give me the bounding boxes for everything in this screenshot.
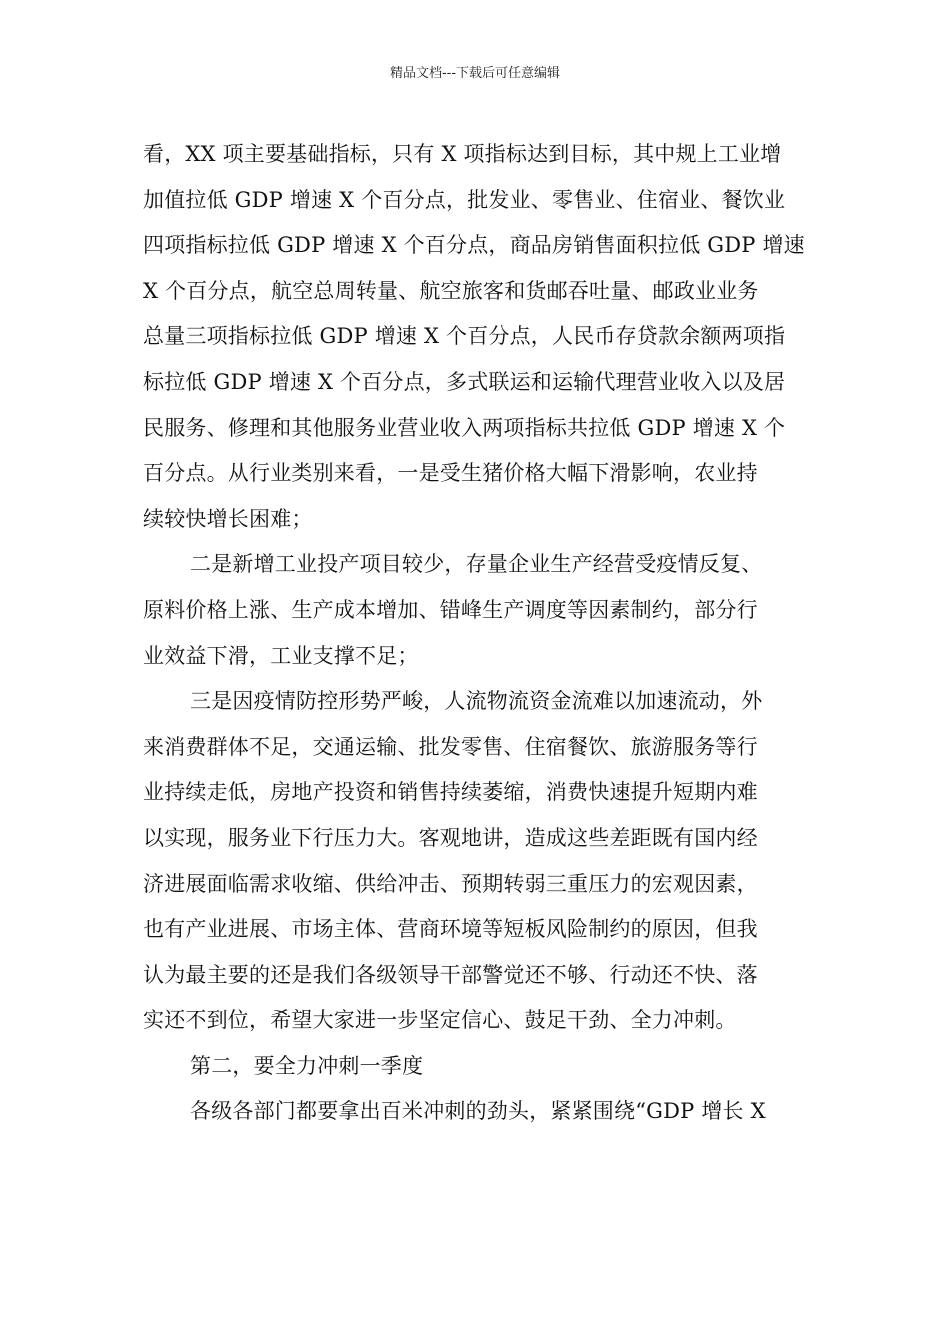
- paragraph-line: 实还不到位，希望大家进一步坚定信心、鼓足干劲、全力冲刺。: [143, 1008, 737, 1033]
- paragraph-line: 原料价格上涨、生产成本增加、错峰生产调度等因素制约，部分行: [143, 597, 758, 622]
- document-body: [143, 132, 813, 1135]
- paragraph-line: 二是新增工业投产项目较少，存量企业生产经营受疫情反复、: [190, 552, 763, 577]
- paragraph-line: 百分点。从行业类别来看，一是受生猪价格大幅下滑影响，农业持: [143, 461, 758, 486]
- paragraph-line: 以实现，服务业下行压力大。客观地讲，造成这些差距既有国内经: [143, 825, 758, 850]
- paragraph-line: X 个百分点，航空总周转量、航空旅客和货邮吞吐量、邮政业业务: [143, 278, 759, 303]
- paragraph-line: 续较快增长困难；: [143, 506, 313, 531]
- paragraph-line: 看，XX 项主要基础指标，只有 X 项指标达到目标，其中规上工业增: [143, 142, 782, 166]
- paragraph-line: 三是因疫情防控形势严峻，人流物流资金流难以加速流动，外: [190, 689, 763, 714]
- paragraph-line: 来消费群体不足，交通运输、批发零售、住宿餐饮、旅游服务等行: [143, 734, 758, 759]
- paragraph-line: 总量三项指标拉低 GDP 增速 X 个百分点，人民币存贷款余额两项指: [143, 324, 786, 349]
- paragraph-line: 业持续走低，房地产投资和销售持续萎缩，消费快速提升短期内难: [143, 780, 758, 805]
- paragraph-line: 各级各部门都要拿出百米冲刺的劲头，紧紧围绕“GDP 增长 X: [190, 1099, 766, 1124]
- page-header: 精品文档---下载后可任意编辑: [389, 66, 561, 81]
- paragraph-line: 标拉低 GDP 增速 X 个百分点，多式联运和运输代理营业收入以及居: [143, 369, 786, 394]
- paragraph-line: 业效益下滑，工业支撑不足；: [143, 643, 419, 668]
- section-heading: 第二，要全力冲刺一季度: [190, 1053, 424, 1078]
- paragraph-line: 加值拉低 GDP 增速 X 个百分点，批发业、零售业、住宿业、餐饮业: [143, 187, 786, 212]
- paragraph-line: 济进展面临需求收缩、供给冲击、预期转弱三重压力的宏观因素，: [143, 871, 758, 896]
- paragraph-line: 也有产业进展、市场主体、营商环境等短板风险制约的原因，但我: [143, 917, 758, 942]
- paragraph-line: 民服务、修理和其他服务业营业收入两项指标共拉低 GDP 增速 X 个: [143, 415, 786, 440]
- paragraph-line: 四项指标拉低 GDP 增速 X 个百分点，商品房销售面积拉低 GDP 增速: [143, 233, 805, 258]
- paragraph-line: 认为最主要的还是我们各级领导干部警觉还不够、行动还不快、落: [143, 962, 758, 987]
